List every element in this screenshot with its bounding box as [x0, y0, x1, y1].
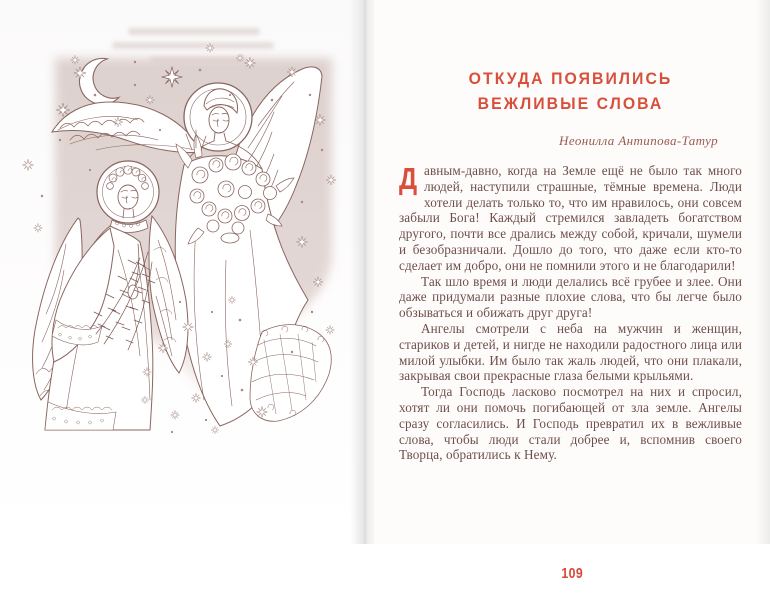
- chapter-title-line2: ВЕЖЛИВЫЕ СЛОВА: [477, 94, 664, 113]
- chapter-title: [411, 66, 730, 116]
- right-page: [374, 0, 770, 582]
- story-paragraph: Так шло время и люди делались всё грубее и злее. Они даже придумали разные плохие слова, что бы легче было обзываться и обижать друг друга!: [399, 273, 742, 321]
- ghost-text: [112, 28, 274, 62]
- story-paragraph: [399, 163, 742, 274]
- dropcap-letter: Д: [399, 161, 418, 196]
- chapter-title-line1: ОТКУДА ПОЯВИЛИСЬ: [468, 69, 673, 88]
- author-byline: Неонилла Антипова-Татур: [559, 133, 718, 148]
- page-edge-shadow: [756, 0, 770, 544]
- angels-illustration: [0, 0, 356, 544]
- left-page: [0, 0, 356, 544]
- story-text: [399, 163, 742, 463]
- story-paragraph: Ангелы смотрели с неба на мужчин и женщин, стариков и детей, и нигде не находили радостного лица или милой улыбки. Им было так жаль людей, что они плакали, закрывая свои прекрасные глаза белыми крыльями.: [399, 320, 742, 384]
- page-number: 109: [561, 565, 583, 582]
- paragraph-text: авным-давно, когда на Земле ещё не было так много людей, наступили страшные, тёмные времена. Люди хотели делать только то, что им нравилось, они совсем забыли Бога! Каждый стремился завладеть богатством другого, почти все дрались между собой, кричали, шумели и безобразничали. Дошло до того, что даже если кто-то сделает им добро, они не помнили этого и не благодарили!: [399, 163, 742, 273]
- story-paragraph: Тогда Господь ласково посмотрел на них и спросил, хотят ли они помочь погибающей от зла земле. Ангелы сразу согласились. И Господь превратил их в вежливые слова, чтобы люди стали добрее и, вспомнив своего Творца, обратились к Нему.: [399, 384, 742, 463]
